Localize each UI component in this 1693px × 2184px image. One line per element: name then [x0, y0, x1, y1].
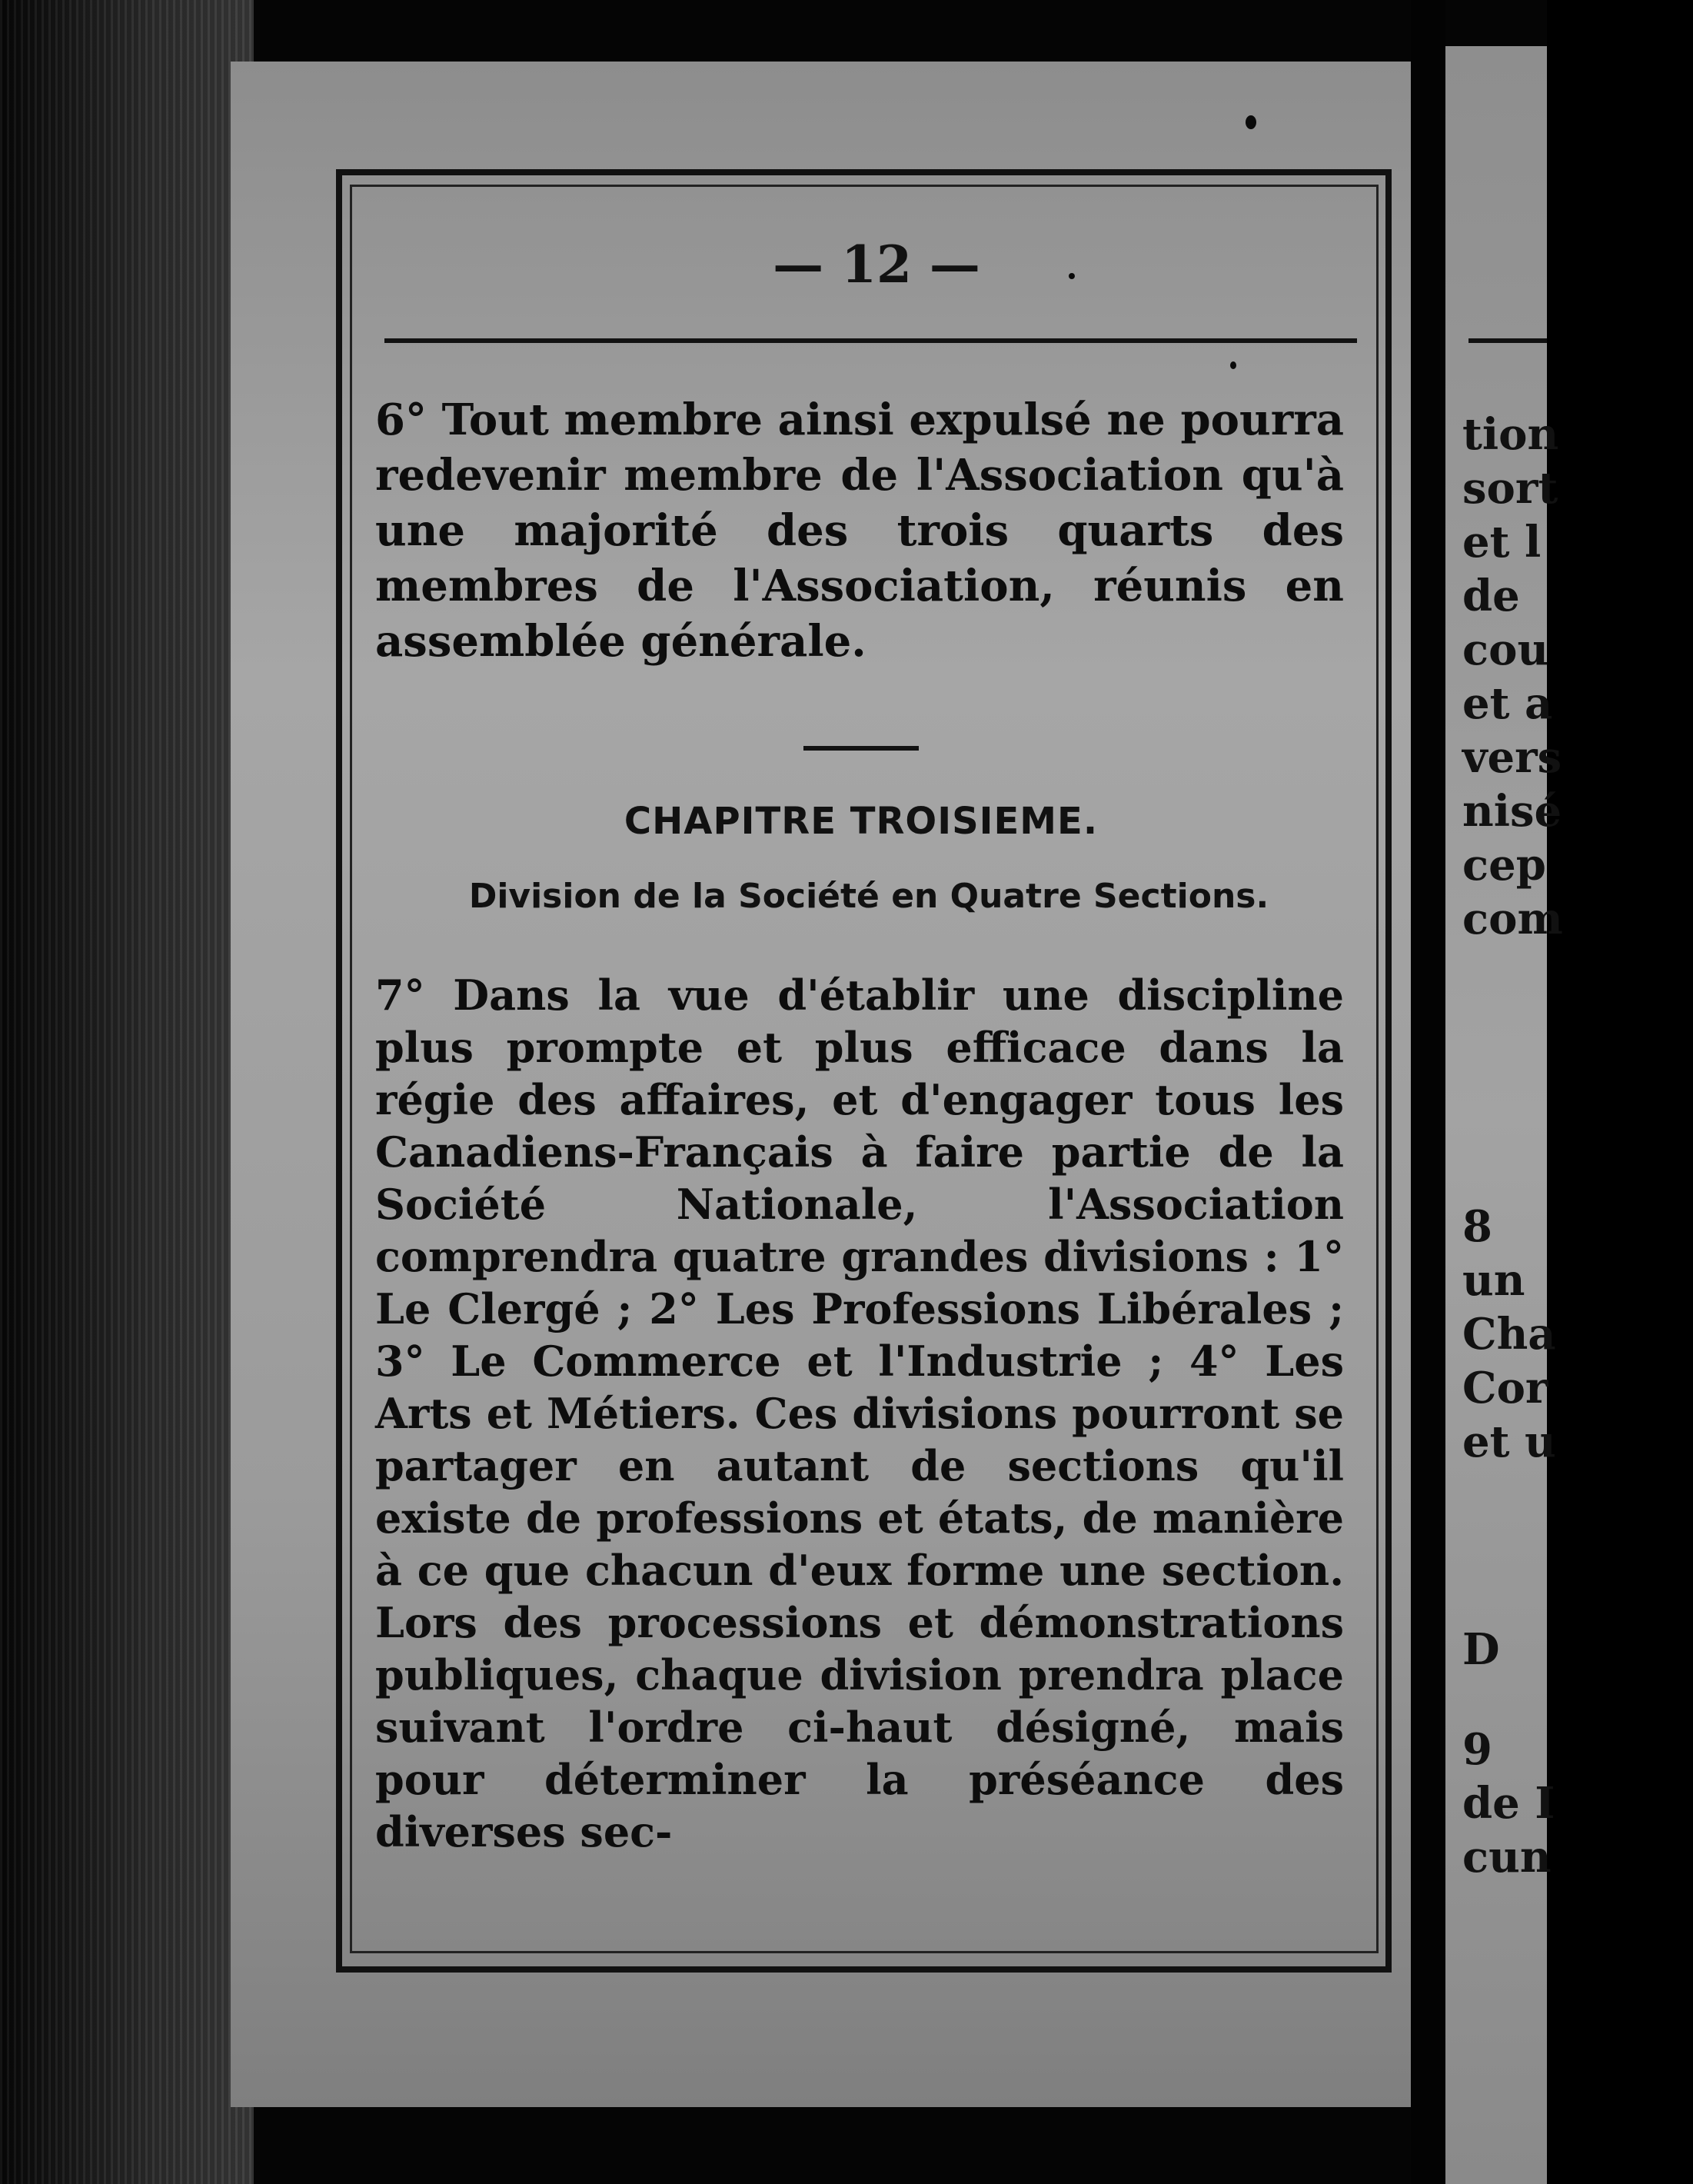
- scan-speck: [1246, 115, 1256, 129]
- header-rule: [384, 338, 1357, 343]
- adjacent-fragment: 8: [1462, 1201, 1492, 1252]
- adjacent-fragment: tion: [1462, 409, 1559, 460]
- article-7-paragraph: 7° Dans la vue d'établir une discipline plus prompte et plus efficace dans la régie des affaires, et d'engager tous les Canadiens-Français à faire partie de la Société Nationale, l'Association comprendra quatre grandes divisions : 1° Le Clergé ; 2° Les Professions Libérales ; 3° Le Commerce et l'Industrie ; 4° Les Arts et Métiers. Ces divisions pourront se partager en autant de sections qu'il existe de professions et états, de manière à ce que chacun d'eux forme une section. Lors des processions et démonstrations publiques, chaque division prendra place suivant l'ordre ci-haut désigné, mais pour déterminer la préséance des diverses sec-: [375, 970, 1344, 1856]
- scan-speck: [1230, 361, 1236, 369]
- adjacent-fragment: D: [1462, 1624, 1500, 1675]
- film-edge-left: [0, 0, 254, 2184]
- scan-speck: [1069, 273, 1075, 279]
- adjacent-fragment: vers: [1462, 732, 1562, 783]
- chapter-title: CHAPITRE TROISIEME.: [624, 800, 1099, 843]
- adjacent-fragment: et a: [1462, 678, 1553, 729]
- adjacent-fragment: de I: [1462, 1778, 1555, 1829]
- adjacent-fragment: Cha: [1462, 1309, 1556, 1360]
- adjacent-fragment: et l: [1462, 517, 1542, 568]
- page-gutter: [1411, 0, 1445, 2184]
- adjacent-fragment: nisé: [1462, 786, 1562, 837]
- adjacent-fragment: de: [1462, 571, 1520, 621]
- adjacent-fragment: com: [1462, 894, 1563, 944]
- page-number: — 12 —: [773, 235, 980, 295]
- article-6-paragraph: 6° Tout membre ainsi expulsé ne pourra redevenir membre de l'Association qu'à une majorité des trois quarts des membres de l'Association, réunis en assemblée générale.: [375, 395, 1344, 667]
- adjacent-fragment: cou: [1462, 624, 1549, 675]
- adjacent-page-rule: [1468, 338, 1547, 343]
- chapter-subtitle: Division de la Société en Quatre Sections.: [468, 877, 1269, 916]
- adjacent-fragment: et u: [1462, 1417, 1556, 1467]
- adjacent-fragment: cep: [1462, 840, 1546, 891]
- adjacent-fragment: un: [1462, 1255, 1525, 1306]
- adjacent-fragment: cun: [1462, 1832, 1552, 1883]
- adjacent-page-edge: [1445, 46, 1563, 2184]
- adjacent-fragment: 9: [1462, 1724, 1492, 1775]
- adjacent-fragment: Cor: [1462, 1363, 1548, 1413]
- adjacent-fragment: sort: [1462, 463, 1558, 514]
- section-divider: [803, 746, 919, 751]
